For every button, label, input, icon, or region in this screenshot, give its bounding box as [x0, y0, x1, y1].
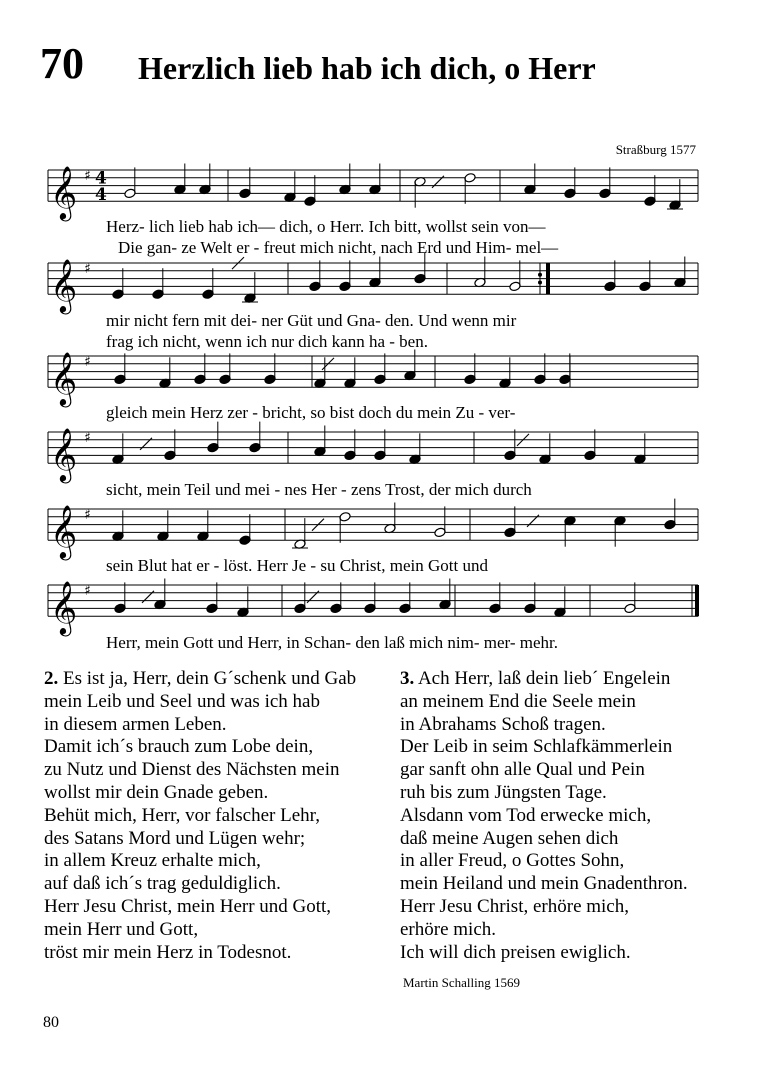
repeat-barline: [546, 263, 550, 294]
verse-line: mein Heiland und mein Gnadenthron.: [400, 873, 688, 895]
staff-system: [48, 499, 698, 561]
lyric-line-3: gleich mein Herz zer - bricht, so bist doch du mein Zu - ver-: [106, 403, 516, 422]
verse-line: ruh bis zum Jüngsten Tage.: [400, 781, 607, 803]
time-signature: 4: [95, 185, 107, 206]
verse-2: [44, 668, 356, 964]
staff-system: [48, 350, 698, 408]
verse-3: [400, 668, 688, 964]
lyric-line-1b: Die gan- ze Welt er - freut mich nicht, nach Erd und Him- mel—: [118, 238, 559, 257]
staff-system: [48, 422, 698, 484]
key-signature-sharp: ♯: [84, 430, 91, 446]
verse-line: Ich will dich preisen ewiglich.: [400, 941, 631, 963]
lyric-line-6: Herr, mein Gott und Herr, in Schan- den laß mich nim- mer- mehr.: [106, 633, 558, 652]
lyric-line-2a: mir nicht fern mit dei- ner Güt und Gna- den. Und wenn mir: [106, 311, 517, 330]
lyric-line-1a: Herz- lich lieb hab ich— dich, o Herr. Ich bitt, wollst sein von—: [106, 217, 546, 236]
hymn-title: Herzlich lieb hab ich dich, o Herr: [138, 50, 596, 86]
staff-system: [48, 253, 698, 315]
lyric-line-5: sein Blut hat er - löst. Herr Je - su Christ, mein Gott und: [106, 556, 488, 575]
key-signature-sharp: ♯: [84, 168, 91, 184]
verse-line: gar sanft ohn alle Qual und Pein: [400, 759, 645, 781]
verse-line: mein Herr und Gott,: [44, 918, 199, 940]
treble-clef-icon: 𝄞: [50, 580, 78, 635]
treble-clef-icon: 𝄞: [50, 165, 78, 220]
treble-clef-icon: 𝄞: [50, 351, 78, 406]
key-signature-sharp: ♯: [84, 507, 91, 523]
verse-line: 3. Ach Herr, laß dein lieb´ Engelein: [400, 668, 671, 689]
verse-line: erhöre mich.: [400, 918, 497, 940]
key-signature-sharp: ♯: [84, 261, 91, 277]
verse-line: 2. Es ist ja, Herr, dein G´schenk und Gab: [44, 668, 357, 689]
lyric-line-2b: frag ich nicht, wenn ich nur dich kann ha - ben.: [106, 332, 428, 351]
staff-system: [48, 579, 699, 637]
verse-line: tröst mir mein Herz in Todesnot.: [44, 941, 292, 963]
verse-line: mein Leib und Seel und was ich hab: [44, 690, 320, 712]
staff-system: [48, 164, 698, 222]
verse-line: an meinem End die Seele mein: [400, 690, 636, 712]
verse-number: 3.: [400, 668, 415, 689]
verse-line: Herr Jesu Christ, mein Herr und Gott,: [44, 895, 332, 917]
key-signature-sharp: ♯: [84, 583, 91, 599]
verse-line: in allem Kreuz erhalte mich,: [44, 850, 261, 872]
verse-line: in aller Freud, o Gottes Sohn,: [400, 850, 625, 872]
text-author: Martin Schalling 1569: [403, 975, 520, 990]
verse-line: des Satans Mord und Lügen wehr;: [44, 827, 306, 849]
key-signature-sharp: ♯: [84, 354, 91, 370]
final-barline: [695, 585, 699, 616]
verse-line: Der Leib in seim Schlafkämmerlein: [400, 736, 673, 758]
treble-clef-icon: 𝄞: [50, 427, 78, 482]
page-number: 80: [43, 1014, 59, 1031]
hymn-number: 70: [40, 39, 84, 88]
verse-line: Alsdann vom Tod erwecke mich,: [400, 804, 652, 826]
treble-clef-icon: 𝄞: [50, 258, 78, 313]
time-signature: 4: [95, 168, 107, 189]
verse-line: Herr Jesu Christ, erhöre mich,: [400, 895, 629, 917]
lyric-line-4: sicht, mein Teil und mei - nes Her - zens Trost, der mich durch: [106, 480, 532, 499]
melody-source: Straßburg 1577: [615, 142, 696, 157]
verse-line: auf daß ich´s trag geduldiglich.: [44, 873, 281, 895]
verse-line: zu Nutz und Dienst des Nächsten mein: [44, 759, 340, 781]
verse-line: Behüt mich, Herr, vor falscher Lehr,: [44, 804, 320, 826]
verse-number: 2.: [44, 668, 59, 689]
verse-line: in Abrahams Schoß tragen.: [400, 713, 606, 735]
verse-line: daß meine Augen sehen dich: [400, 827, 619, 849]
verse-line: Damit ich´s brauch zum Lobe dein,: [44, 736, 314, 758]
treble-clef-icon: 𝄞: [50, 504, 78, 559]
verse-line: in diesem armen Leben.: [44, 713, 227, 735]
verse-line: wollst mir dein Gnade geben.: [44, 781, 269, 803]
